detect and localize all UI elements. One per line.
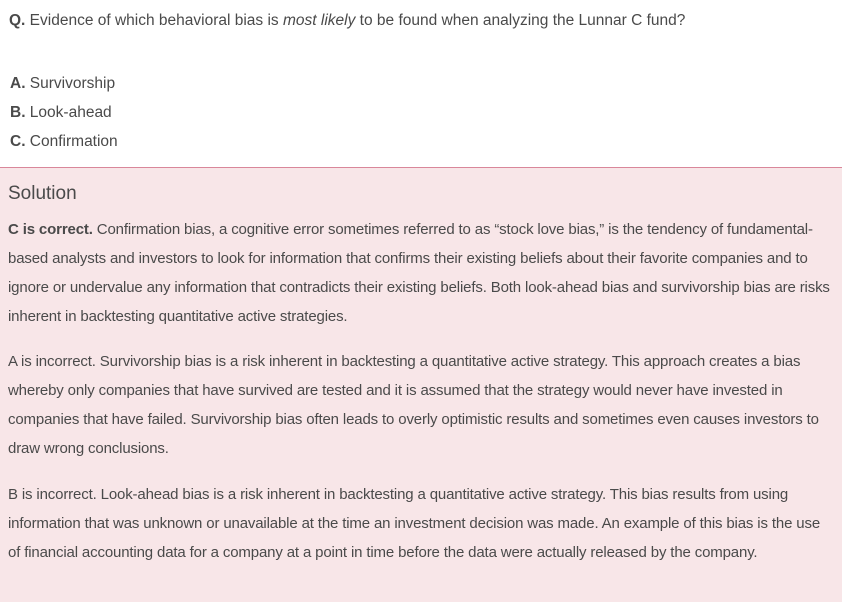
correct-text: Confirmation bias, a cognitive error sometimes referred to as “stock love bias,” is the tendency of fundamental-based analysts and investors to look for information that confirms their existing beliefs about their favorite companies and to ignore or undervalue any information that contradicts their existing beliefs. Both look-ahead bias and survivorship bias are risks inherent in backtesting quantitative active strategies. (8, 221, 830, 325)
solution-panel (0, 168, 842, 602)
question-emphasis: most likely (283, 12, 356, 29)
correct-lead: C is correct. (8, 221, 93, 238)
option-b[interactable] (10, 103, 118, 132)
option-b-explanation: B is incorrect. Look-ahead bias is a risk inherent in backtesting a quantitative active strategy. This bias results from using information that was unknown or unavailable at the time an investment decision was made. An example of this bias is the use of financial accounting data for a company at a point in time before the data were actually released by the company. (8, 486, 821, 561)
option-a-label: Survivorship (25, 75, 116, 92)
option-c-letter: C. (10, 133, 26, 150)
option-c[interactable] (10, 132, 118, 161)
question-body-start: Evidence of which behavioral bias is (25, 12, 283, 29)
option-c-label: Confirmation (25, 133, 118, 150)
answer-options (10, 74, 118, 161)
option-a[interactable] (10, 74, 118, 103)
question-section (0, 0, 842, 167)
option-a-explanation: A is incorrect. Survivorship bias is a risk inherent in backtesting a quantitative active strategy. This approach creates a bias whereby only companies that have survived are tested and it is assumed that the strategy would never have invested in companies that have failed. Survivorship bias often leads to overly optimistic results and sometimes even causes investors to draw wrong conclusions. (8, 353, 819, 457)
option-b-label: Look-ahead (25, 104, 112, 121)
correct-explanation (8, 215, 836, 331)
question-body-end: to be found when analyzing the Lunnar C fund? (355, 12, 686, 29)
option-a-letter: A. (10, 75, 26, 92)
question-text (9, 11, 685, 31)
solution-title: Solution (8, 183, 77, 204)
question-prefix: Q. (9, 12, 26, 29)
option-b-letter: B. (10, 104, 26, 121)
